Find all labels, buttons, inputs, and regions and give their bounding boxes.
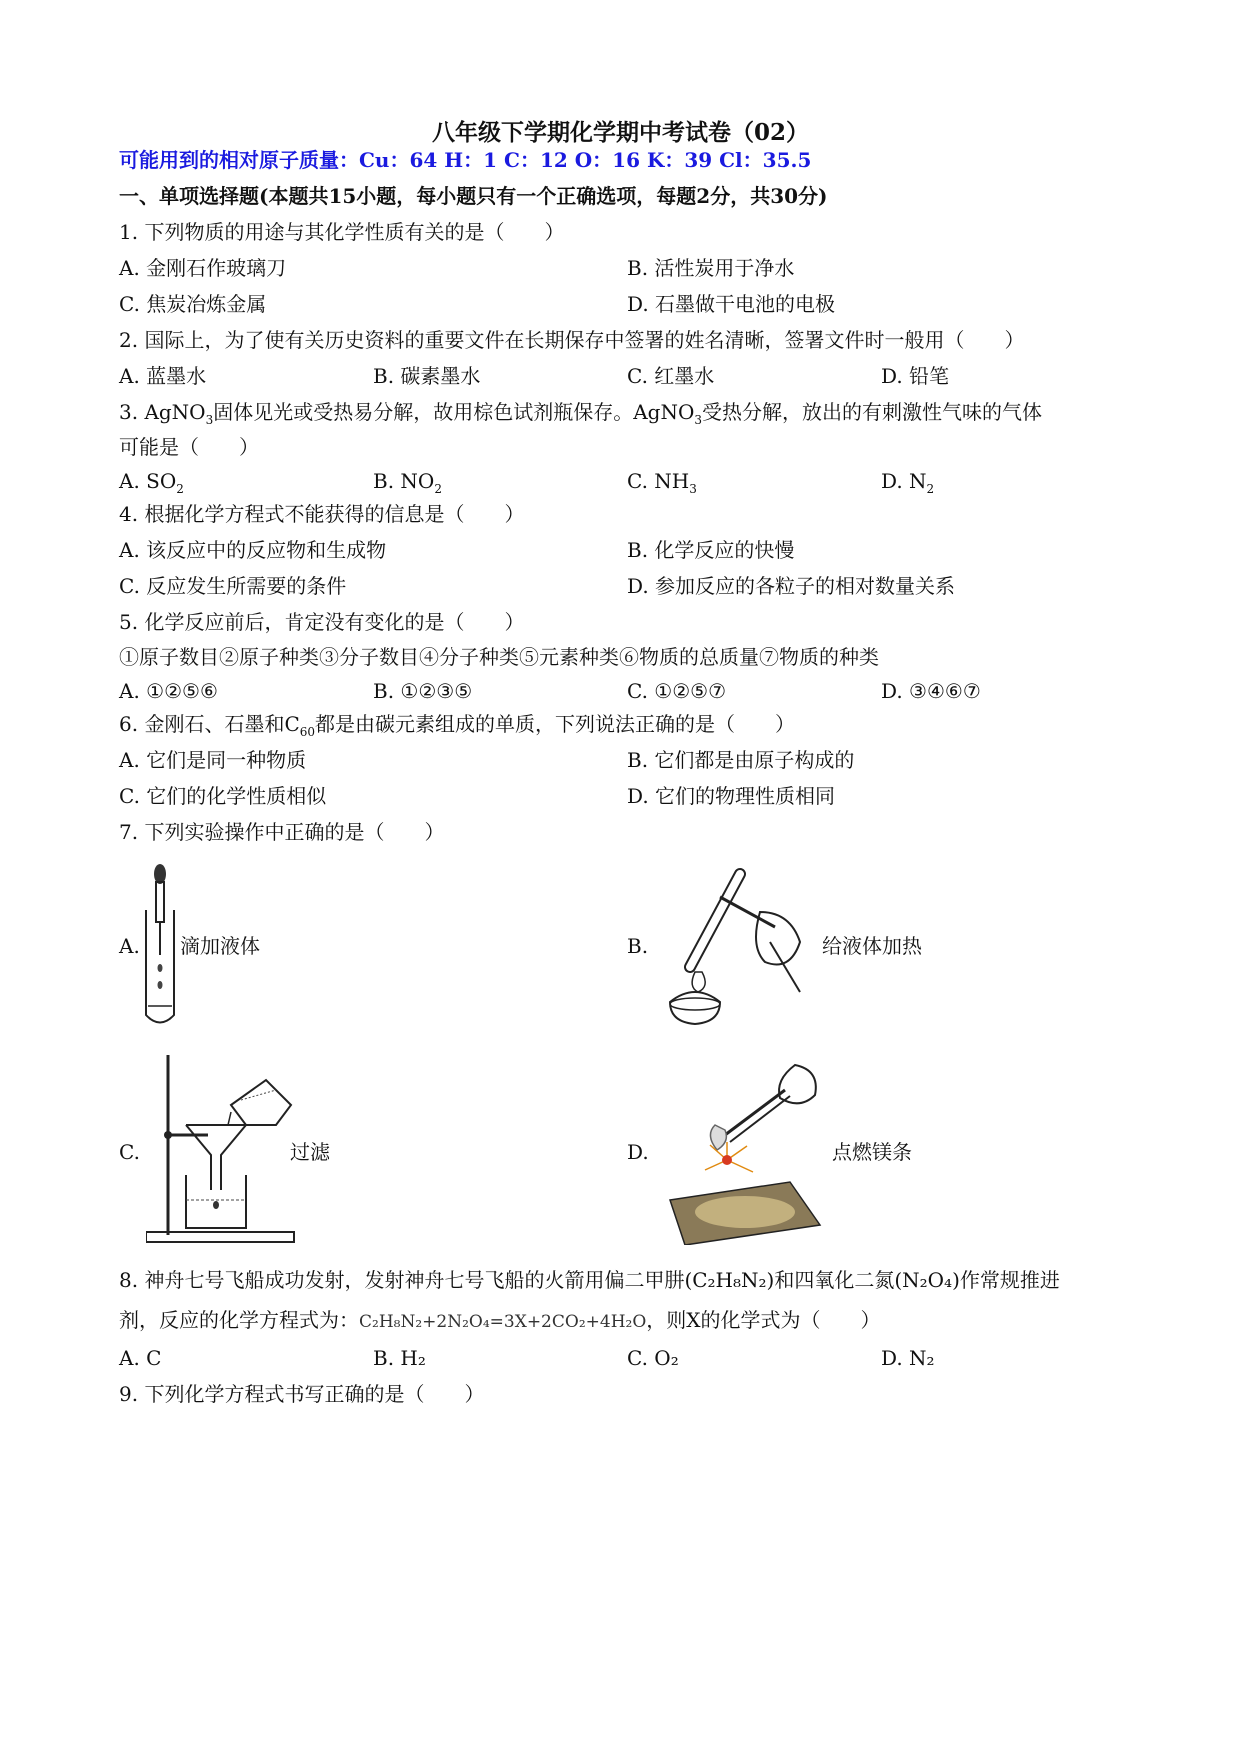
q2-option-b: B. 碳素墨水 bbox=[373, 364, 481, 388]
section-heading: 一、单项选择题(本题共15小题，每小题只有一个正确选项，每题2分，共30分) bbox=[119, 184, 828, 208]
q7-option-a-label: 滴加液体 bbox=[180, 934, 260, 958]
question-6-stem: 6. 金刚石、石墨和$C_{60}$都是由碳元素组成的单质，下列说法正确的是（ ） bbox=[119, 712, 796, 739]
q6-option-c: C. 它们的化学性质相似 bbox=[119, 784, 327, 808]
q7-option-c-letter: C. bbox=[119, 1140, 140, 1164]
q7-option-d-label: 点燃镁条 bbox=[832, 1140, 912, 1164]
atomic-mass-note: 可能用到的相对原子质量：Cu：64 H：1 C：12 O：16 K：39 Cl：35.5 bbox=[119, 148, 812, 172]
q4-option-d: D. 参加反应的各粒子的相对数量关系 bbox=[627, 574, 956, 598]
q5-option-a: A. ①②⑤⑥ bbox=[119, 679, 218, 703]
q3-option-d: D. $N_2$ bbox=[881, 469, 935, 496]
q7-option-d-letter: D. bbox=[627, 1140, 649, 1164]
q2-option-d: D. 铅笔 bbox=[881, 364, 950, 388]
question-8-stem-line1: 8. 神舟七号飞船成功发射，发射神舟七号飞船的火箭用偏二甲肼(C₂H₈N₂)和四氧化二氮(N₂O₄)作常规推进 bbox=[119, 1268, 1060, 1292]
page-title: 八年级下学期化学期中考试卷（02） bbox=[431, 119, 809, 146]
q5-items: ①原子数目②原子种类③分子数目④分子种类⑤元素种类⑥物质的总质量⑦物质的种类 bbox=[119, 645, 879, 669]
q7-option-c-label: 过滤 bbox=[290, 1140, 330, 1164]
q7-option-a-letter: A. bbox=[119, 934, 140, 958]
q7-option-b-label: 给液体加热 bbox=[822, 934, 922, 958]
q8-option-c: C. O₂ bbox=[627, 1346, 679, 1370]
question-5-stem: 5. 化学反应前后，肯定没有变化的是（ ） bbox=[119, 610, 525, 634]
dropper-test-tube-figure bbox=[140, 860, 180, 1030]
q3-sub2: 3 bbox=[694, 413, 703, 427]
question-3-stem bbox=[119, 398, 1042, 434]
q3-stem-part3: 受热分解，放出的有刺激性气味的气体 bbox=[702, 400, 1043, 424]
magnesium-ignition-figure bbox=[655, 1050, 835, 1245]
question-9-stem: 9. 下列化学方程式书写正确的是（ ） bbox=[119, 1382, 485, 1406]
q1-option-b: B. 活性炭用于净水 bbox=[627, 256, 795, 280]
q3-option-a: A. $SO_2$ bbox=[119, 469, 184, 496]
q8-option-a: A. C bbox=[119, 1346, 162, 1370]
q7-option-b-letter: B. bbox=[627, 934, 649, 958]
q2-option-c: C. 红墨水 bbox=[627, 364, 715, 388]
q1-option-a: A. 金刚石作玻璃刀 bbox=[119, 256, 287, 280]
q3-sub1: 3 bbox=[205, 413, 214, 427]
heating-liquid-figure bbox=[650, 862, 820, 1032]
question-3-stem-line2: 可能是（ ） bbox=[119, 435, 259, 459]
q6-option-b: B. 它们都是由原子构成的 bbox=[627, 748, 855, 772]
q4-option-b: B. 化学反应的快慢 bbox=[627, 538, 795, 562]
q3-option-b: B. $NO_2$ bbox=[373, 469, 442, 496]
q4-option-a: A. 该反应中的反应物和生成物 bbox=[119, 538, 387, 562]
question-4-stem: 4. 根据化学方程式不能获得的信息是（ ） bbox=[119, 502, 525, 526]
q6-option-d: D. 它们的物理性质相同 bbox=[627, 784, 836, 808]
filtration-figure bbox=[146, 1050, 296, 1245]
question-8-stem-line2: 剂，反应的化学方程式为：C₂H₈N₂+2N₂O₄=3X+2CO₂+4H₂O，则X的化学式为（ ） bbox=[119, 1308, 881, 1332]
q4-option-c: C. 反应发生所需要的条件 bbox=[119, 574, 347, 598]
question-1-stem: 1. 下列物质的用途与其化学性质有关的是（ ） bbox=[119, 220, 565, 244]
q5-option-d: D. ③④⑥⑦ bbox=[881, 679, 981, 703]
q1-option-d: D. 石墨做干电池的电极 bbox=[627, 292, 836, 316]
q1-option-c: C. 焦炭冶炼金属 bbox=[119, 292, 267, 316]
question-2-stem: 2. 国际上，为了使有关历史资料的重要文件在长期保存中签署的姓名清晰，签署文件时一般用（ ） bbox=[119, 328, 1025, 352]
q3-stem-part1: 3. AgNO bbox=[119, 400, 206, 424]
q3-option-c: C. $NH_3$ bbox=[627, 469, 697, 496]
q2-option-a: A. 蓝墨水 bbox=[119, 364, 207, 388]
q5-option-b: B. ①②③⑤ bbox=[373, 679, 473, 703]
question-7-stem: 7. 下列实验操作中正确的是（ ） bbox=[119, 820, 445, 844]
q3-stem-part2: 固体见光或受热易分解，故用棕色试剂瓶保存。AgNO bbox=[213, 400, 695, 424]
q5-option-c: C. ①②⑤⑦ bbox=[627, 679, 727, 703]
q6-option-a: A. 它们是同一种物质 bbox=[119, 748, 307, 772]
q8-equation: C₂H₈N₂+2N₂O₄=3X+2CO₂+4H₂O bbox=[359, 1312, 647, 1332]
q8-option-b: B. H₂ bbox=[373, 1346, 426, 1370]
q8-option-d: D. N₂ bbox=[881, 1346, 935, 1370]
